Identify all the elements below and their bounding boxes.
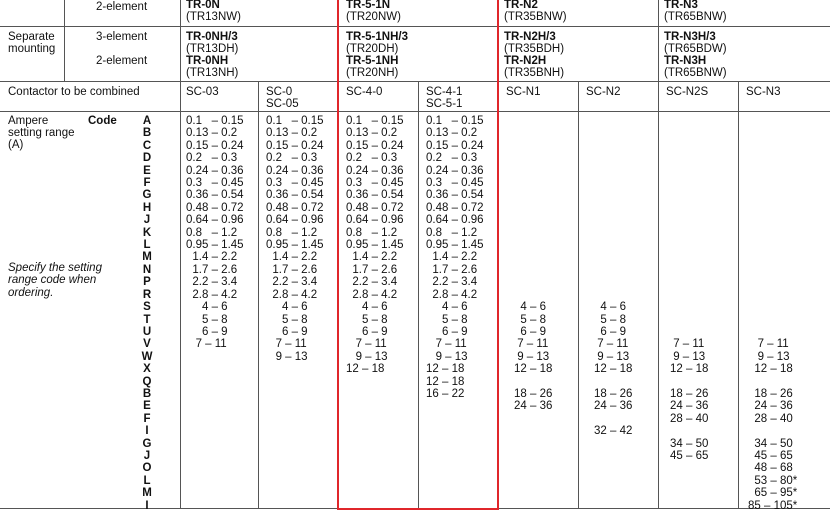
model-name: TR-0NH/3: [186, 31, 238, 43]
contactor-cell: SC-4-1 SC-5-1: [426, 86, 463, 111]
range-label: Ampere: [8, 115, 49, 127]
model-code: (TR20NW): [346, 11, 401, 23]
column-divider: [180, 0, 181, 509]
row-label: mounting: [8, 43, 56, 55]
contactor-cell: SC-N2S: [666, 86, 709, 98]
contactor-cell: SC-N1: [506, 86, 541, 98]
column-divider: [578, 81, 579, 509]
model-name: TR-N3H: [664, 55, 707, 67]
model-code: (TR65BNW): [664, 67, 727, 79]
model-code: (TR65BDW): [664, 43, 727, 55]
model-name: TR-0NH: [186, 55, 229, 67]
model-name: TR-5-1NH/3: [346, 31, 408, 43]
model-name: TR-N2H: [504, 55, 547, 67]
model-code: (TR13NW): [186, 11, 241, 23]
range-column-sc-n1: 4 – 6 5 – 8 6 – 9 7 – 11 9 – 13 12 – 18 18 – 26 24 – 36: [514, 301, 553, 413]
model-name: TR-N2: [504, 0, 538, 11]
model-name: TR-5-1NH: [346, 55, 399, 67]
range-column-sc-4-0: 0.1 – 0.15 0.13 – 0.2 0.15 – 0.24 0.2 – 0.3 0.24 – 0.36 0.3 – 0.45 0.36 – 0.54 0.48 – 0.72 0.64 – 0.96 0.8 – 1.2 0.95 – 1.45 1.4 – 2.2 1.7 – 2.6 2.2 – 3.4 2.8 – 4.2 4 – 6 5 – 8 6 – 9 7 – 11 9 – 13 12 – 18: [346, 115, 404, 376]
column-divider: [738, 81, 739, 509]
sub-label: 2-element: [96, 55, 148, 67]
model-code: (TR35BDH): [504, 43, 565, 55]
model-code: (TR20DH): [346, 43, 399, 55]
range-label: setting range: [8, 127, 75, 139]
range-column-sc-0: 0.1 – 0.15 0.13 – 0.2 0.15 – 0.24 0.2 – 0.3 0.24 – 0.36 0.3 – 0.45 0.36 – 0.54 0.48 – 0.72 0.64 – 0.96 0.8 – 1.2 0.95 – 1.45 1.4 – 2.2 1.7 – 2.6 2.2 – 3.4 2.8 – 4.2 4 – 6 5 – 8 6 – 9 7 – 11 9 – 13: [266, 115, 324, 363]
contactor-cell: SC-N2: [586, 86, 621, 98]
contactor-cell: SC-N3: [746, 86, 781, 98]
ordering-note: Specify the setting range code when ordering.: [8, 262, 102, 299]
contactor-cell: SC-03: [186, 86, 219, 98]
model-name: TR-N3: [664, 0, 698, 11]
sub-label: 2-element: [96, 1, 148, 13]
contactor-cell: SC-0 SC-05: [266, 86, 299, 111]
range-label: (A): [8, 139, 24, 151]
code-header: Code: [88, 115, 117, 127]
contactor-label: Contactor to be combined: [8, 86, 140, 98]
model-code: (TR35BNH): [504, 67, 565, 79]
range-column-sc-n2s: 7 – 11 9 – 13 12 – 18 18 – 26 24 – 36 28 – 40 34 – 50 45 – 65: [670, 338, 709, 462]
model-code: (TR65BNW): [664, 11, 727, 23]
model-name: TR-N2H/3: [504, 31, 556, 43]
column-divider: [658, 0, 659, 509]
contactor-cell: SC-4-0: [346, 86, 383, 98]
range-column-sc-4-1: 0.1 – 0.15 0.13 – 0.2 0.15 – 0.24 0.2 – 0.3 0.24 – 0.36 0.3 – 0.45 0.36 – 0.54 0.48 – 0.72 0.64 – 0.96 0.8 – 1.2 0.95 – 1.45 1.4 – 2.2 1.7 – 2.6 2.2 – 3.4 2.8 – 4.2 4 – 6 5 – 8 6 – 9 7 – 11 9 – 13 12 – 18 12 – 18 16 – 22: [426, 115, 484, 400]
row-label-cut: [4, 0, 7, 4]
model-code: (TR13DH): [186, 43, 239, 55]
sub-label: 3-element: [96, 31, 148, 43]
row-label: Separate: [8, 31, 55, 43]
code-column: A B C D E F G H J K L M N P R S T U V W X Q B E F I G J O L M I: [141, 115, 153, 512]
model-code: (TR35BNW): [504, 11, 567, 23]
range-column-sc-n2: 4 – 6 5 – 8 6 – 9 7 – 11 9 – 13 12 – 18 18 – 26 24 – 36 32 – 42: [594, 301, 633, 438]
column-divider: [258, 81, 259, 509]
model-code: (TR20NH): [346, 67, 399, 79]
range-column-sc-n3: 7 – 11 9 – 13 12 – 18 18 – 26 24 – 36 28 – 40 34 – 50 45 – 65 48 – 68 53 – 80* 65 – 95* 85 – 105*: [748, 338, 798, 512]
model-name: TR-0N: [186, 0, 220, 11]
model-name: TR-5-1N: [346, 0, 391, 11]
model-name: TR-N3H/3: [664, 31, 716, 43]
column-divider: [64, 0, 65, 81]
range-column-sc-03: 0.1 – 0.15 0.13 – 0.2 0.15 – 0.24 0.2 – 0.3 0.24 – 0.36 0.3 – 0.45 0.36 – 0.54 0.48 – 0.72 0.64 – 0.96 0.8 – 1.2 0.95 – 1.45 1.4 – 2.2 1.7 – 2.6 2.2 – 3.4 2.8 – 4.2 4 – 6 5 – 8 6 – 9 7 – 11: [186, 115, 244, 351]
model-code: (TR13NH): [186, 67, 239, 79]
highlight-box: [337, 0, 499, 510]
